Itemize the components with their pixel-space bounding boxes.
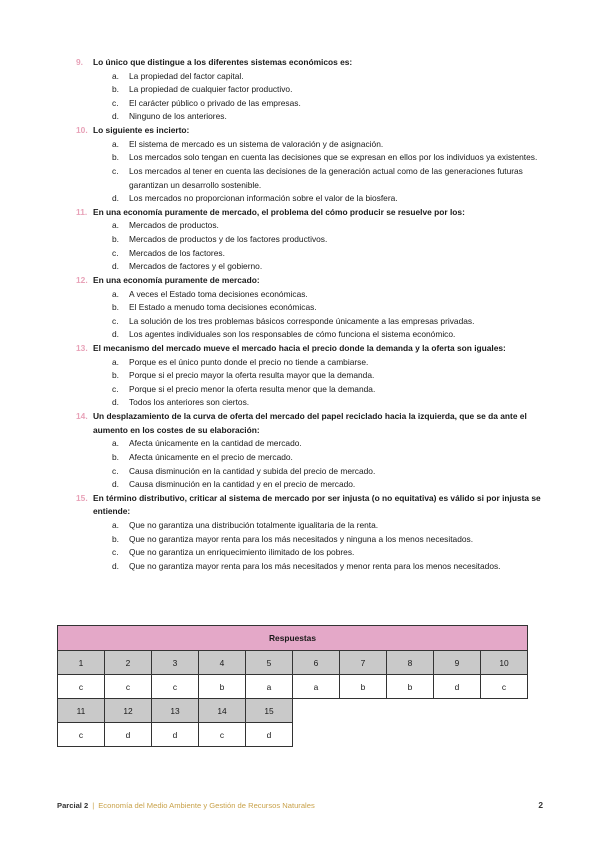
option-letter: b.: [112, 152, 119, 163]
option-letter: a.: [112, 288, 119, 299]
question-text: El mecanismo del mercado mueve el mercado hacia el precio donde la demanda y la oferta son iguales:: [93, 342, 506, 353]
option-text: El carácter público o privado de las empresas.: [129, 97, 301, 108]
question: [76, 410, 546, 437]
answer-number: 14: [199, 699, 246, 723]
option-letter: d.: [112, 479, 119, 490]
question-number: 11.: [76, 206, 88, 217]
answer-value: d: [246, 723, 293, 747]
option-text: Todos los anteriores son ciertos.: [129, 397, 250, 408]
answer-option: [76, 110, 546, 124]
answers-row-numbers-1: [58, 651, 528, 675]
answer-option: [76, 451, 546, 465]
question-text: En término distributivo, criticar al sistema de mercado por ser injusta (o no equitativa) es válido si por injusta se entiende:: [93, 492, 541, 517]
option-text: Mercados de factores y el gobierno.: [129, 261, 263, 272]
answer-number: 11: [58, 699, 105, 723]
answer-option: [76, 315, 546, 329]
footer-separator: |: [92, 800, 95, 810]
option-text: Afecta únicamente en el precio de mercado.: [129, 451, 293, 462]
option-letter: c.: [112, 465, 119, 476]
option-text: Mercados de productos y de los factores productivos.: [129, 234, 328, 245]
option-text: Los mercados no proporcionan información sobre el valor de la biosfera.: [129, 193, 398, 204]
answer-value: b: [199, 675, 246, 699]
option-text: Los mercados solo tengan en cuenta las decisiones que se expresan en ellos por los individuos ya existentes.: [129, 152, 538, 163]
option-letter: d.: [112, 261, 119, 272]
answer-option: [76, 560, 546, 574]
option-text: Porque si el precio menor la oferta resulta menor que la demanda.: [129, 383, 376, 394]
option-text: Que no garantiza un enriquecimiento ilimitado de los pobres.: [129, 547, 355, 558]
option-letter: a.: [112, 220, 119, 231]
option-letter: a.: [112, 70, 119, 81]
page-footer: [57, 800, 543, 810]
option-text: La propiedad del factor capital.: [129, 70, 244, 81]
option-letter: d.: [112, 560, 119, 571]
answer-option: [76, 233, 546, 247]
answer-value: c: [105, 675, 152, 699]
option-letter: d.: [112, 193, 119, 204]
option-letter: c.: [112, 383, 119, 394]
question: [76, 206, 546, 220]
option-text: Porque si el precio mayor la oferta resulta mayor que la demanda.: [129, 370, 375, 381]
answer-option: [76, 288, 546, 302]
answer-option: [76, 97, 546, 111]
answer-option: [76, 151, 546, 165]
option-text: El Estado a menudo toma decisiones económicas.: [129, 302, 317, 313]
answer-option: [76, 301, 546, 315]
option-text: Que no garantiza mayor renta para los más necesitados y menor renta para los menos necesitados.: [129, 560, 501, 571]
answer-number: 7: [340, 651, 387, 675]
answer-number: 8: [387, 651, 434, 675]
answer-option: [76, 247, 546, 261]
option-text: La solución de los tres problemas básicos corresponde únicamente a las empresas privadas.: [129, 315, 475, 326]
option-text: Porque es el único punto donde el precio no tiende a cambiarse.: [129, 356, 369, 367]
answers-row-values-2: [58, 723, 528, 747]
option-text: Los agentes individuales son los responsables de cómo funciona el sistema económico.: [129, 329, 456, 340]
question: [76, 56, 546, 70]
question: [76, 342, 546, 356]
answer-number: 10: [481, 651, 528, 675]
answer-option: [76, 165, 546, 192]
answer-option: [76, 546, 546, 560]
option-text: Afecta únicamente en la cantidad de mercado.: [129, 438, 302, 449]
answer-option: [76, 219, 546, 233]
question: [76, 124, 546, 138]
answer-value: b: [387, 675, 434, 699]
answer-value: c: [481, 675, 528, 699]
page-number: 2: [538, 800, 543, 810]
answer-value: d: [434, 675, 481, 699]
answer-number: 9: [434, 651, 481, 675]
answer-option: [76, 192, 546, 206]
option-letter: b.: [112, 533, 119, 544]
answer-option: [76, 465, 546, 479]
option-text: La propiedad de cualquier factor productivo.: [129, 84, 293, 95]
answers-row-numbers-2: [58, 699, 528, 723]
questions-list: [76, 56, 546, 574]
answer-number: 1: [58, 651, 105, 675]
answer-value: c: [58, 723, 105, 747]
answer-value: c: [199, 723, 246, 747]
empty-cell: [293, 723, 528, 747]
answer-value: c: [152, 675, 199, 699]
answer-number: 4: [199, 651, 246, 675]
answer-option: [76, 260, 546, 274]
answer-value: d: [105, 723, 152, 747]
question: [76, 274, 546, 288]
question-text: En una economía puramente de mercado:: [93, 274, 260, 285]
option-letter: a.: [112, 356, 119, 367]
answer-number: 12: [105, 699, 152, 723]
question-number: 14.: [76, 410, 88, 421]
option-letter: b.: [112, 451, 119, 462]
question-number: 9.: [76, 57, 83, 67]
footer-course: Economía del Medio Ambiente y Gestión de Recursos Naturales: [98, 800, 315, 810]
answer-number: 15: [246, 699, 293, 723]
answer-number: 3: [152, 651, 199, 675]
option-letter: c.: [112, 247, 119, 258]
answer-option: [76, 70, 546, 84]
answer-value: a: [246, 675, 293, 699]
option-text: Que no garantiza mayor renta para los más necesitados y ninguna a los menos necesitados.: [129, 533, 474, 544]
answer-option: [76, 478, 546, 492]
question-text: Un desplazamiento de la curva de oferta del mercado del papel reciclado hacia la izquierda, que se da ante el aumento en los costes de su elaboración:: [93, 410, 527, 435]
answer-value: c: [58, 675, 105, 699]
option-letter: b.: [112, 370, 119, 381]
option-text: A veces el Estado toma decisiones económicas.: [129, 288, 308, 299]
question: [76, 492, 546, 519]
option-letter: b.: [112, 84, 119, 95]
question-text: Lo siguiente es incierto:: [93, 125, 190, 136]
question-number: 15.: [76, 492, 88, 503]
answer-value: a: [293, 675, 340, 699]
answers-table: [57, 625, 528, 747]
answer-option: [76, 138, 546, 152]
option-text: Causa disminución en la cantidad y en el precio de mercado.: [129, 479, 356, 490]
option-text: Mercados de los factores.: [129, 247, 225, 258]
question-number: 10.: [76, 125, 88, 136]
option-letter: c.: [112, 547, 119, 558]
option-letter: a.: [112, 138, 119, 149]
answer-option: [76, 437, 546, 451]
option-letter: b.: [112, 302, 119, 313]
answer-option: [76, 328, 546, 342]
option-letter: b.: [112, 234, 119, 245]
option-letter: a.: [112, 520, 119, 531]
option-letter: c.: [112, 315, 119, 326]
footer-part: Parcial 2: [57, 800, 89, 810]
option-letter: d.: [112, 329, 119, 340]
answer-option: [76, 519, 546, 533]
option-text: Que no garantiza una distribución totalmente igualitaria de la renta.: [129, 520, 379, 531]
answer-option: [76, 396, 546, 410]
question-number: 13.: [76, 342, 88, 353]
option-text: Causa disminución en la cantidad y subida del precio de mercado.: [129, 465, 376, 476]
answer-option: [76, 356, 546, 370]
answer-number: 5: [246, 651, 293, 675]
answer-value: b: [340, 675, 387, 699]
answer-number: 6: [293, 651, 340, 675]
option-text: Los mercados al tener en cuenta las decisiones de la generación actual como de las generaciones futuras garantizan un desarrollo sostenible.: [129, 165, 523, 190]
answer-option: [76, 383, 546, 397]
answer-number: 2: [105, 651, 152, 675]
option-letter: d.: [112, 397, 119, 408]
question-text: En una economía puramente de mercado, el problema del cómo producir se resuelve por los:: [93, 206, 465, 217]
answer-value: d: [152, 723, 199, 747]
option-letter: c.: [112, 165, 119, 176]
option-letter: d.: [112, 111, 119, 122]
answer-option: [76, 369, 546, 383]
option-letter: a.: [112, 438, 119, 449]
option-text: Mercados de productos.: [129, 220, 219, 231]
answer-number: 13: [152, 699, 199, 723]
question-text: Lo único que distingue a los diferentes sistemas económicos es:: [93, 57, 353, 67]
answers-row-values-1: [58, 675, 528, 699]
option-letter: c.: [112, 97, 119, 108]
answers-title: Respuestas: [58, 626, 528, 651]
answer-option: [76, 83, 546, 97]
option-text: El sistema de mercado es un sistema de valoración y de asignación.: [129, 138, 384, 149]
empty-cell: [293, 699, 528, 723]
question-number: 12.: [76, 274, 88, 285]
option-text: Ninguno de los anteriores.: [129, 111, 227, 122]
answer-option: [76, 533, 546, 547]
